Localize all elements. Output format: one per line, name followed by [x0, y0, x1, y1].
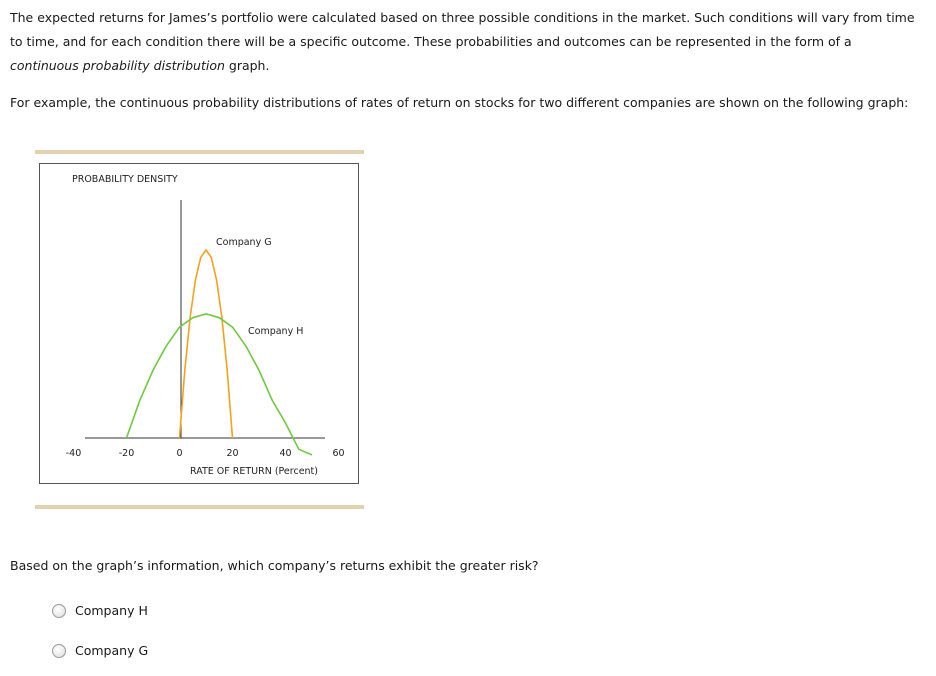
option-company-h-label: Company H	[75, 603, 148, 618]
option-company-g[interactable]	[52, 643, 148, 658]
x-tick-label: -40	[65, 448, 82, 459]
option-company-h[interactable]	[52, 603, 148, 618]
intro-emphasis: continuous probability distribution	[10, 58, 225, 73]
radio-company-g[interactable]	[52, 644, 66, 658]
x-tick-label: 40	[279, 448, 292, 459]
company-g-curve	[180, 250, 233, 438]
intro-text-b: graph.	[224, 58, 270, 73]
option-company-g-label: Company G	[75, 643, 149, 658]
x-tick-label: 20	[226, 448, 239, 459]
x-axis-title: RATE OF RETURN (Percent)	[189, 466, 319, 477]
intro-paragraph	[10, 6, 915, 78]
company-g-label: Company G	[216, 237, 272, 248]
example-paragraph: For example, the continuous probability distributions of rates of return on stocks for two different companies are shown on the following graph:	[10, 95, 909, 110]
intro-text-a: The expected returns for James’s portfolio were calculated based on three possible conditions in the market. Such conditions will vary from time to time, and for each condition there will be a specific outcome. These probabilities and outcomes can be represented in the form of a	[10, 10, 915, 49]
divider-top	[35, 150, 364, 154]
chart-svg	[40, 164, 358, 483]
company-h-label: Company H	[248, 326, 304, 337]
x-tick-label: 0	[176, 448, 183, 459]
radio-company-h[interactable]	[52, 604, 66, 618]
x-tick-label: 60	[332, 448, 345, 459]
distribution-chart	[39, 163, 359, 484]
x-tick-label: -20	[118, 448, 135, 459]
divider-bottom	[35, 505, 364, 509]
question-text: Based on the graph’s information, which company’s returns exhibit the greater risk?	[10, 558, 539, 573]
y-axis-title: PROBABILITY DENSITY	[72, 174, 178, 185]
